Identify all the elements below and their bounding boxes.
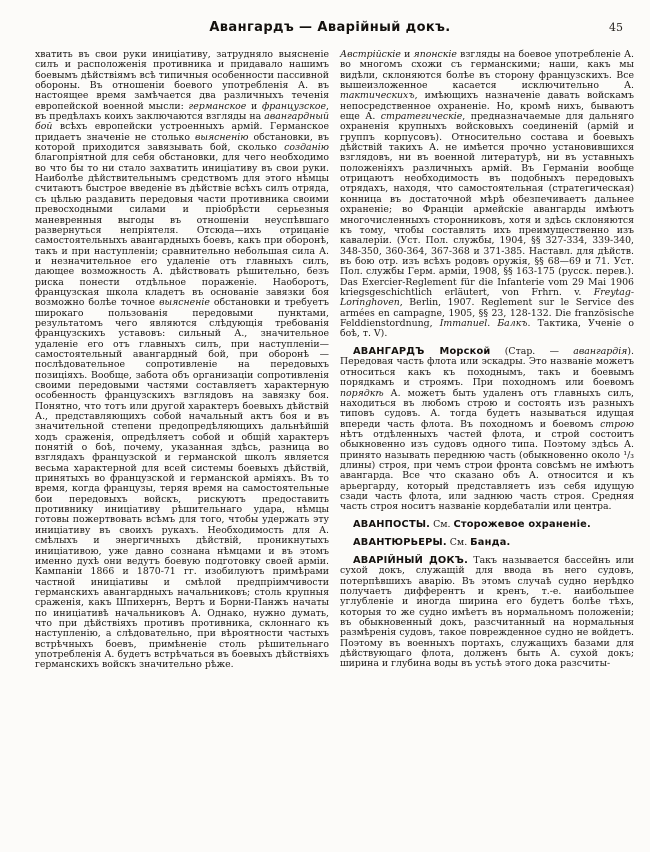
- left-column: [35, 50, 329, 671]
- entry-avanposty: АВАНПОСТЫ. См. Сторожевое охраненіе.: [353, 519, 591, 531]
- running-head-title: Авангардъ — Аварійный докъ.: [209, 20, 451, 35]
- right-column: [340, 50, 634, 671]
- article-avangard-continued: Австрійскіе и японскіе взгляды на боевое употребленіе А. во многомъ схожи съ германскими; наши, какъ мы видѣли, склоняются болѣе въ сторону французскихъ. Все вышеизложенное касается исключительно А. тактическихъ, имѣющихъ назначеніе давать войскамъ непосредственное охраненіе. Но, кромѣ нихъ, бываютъ еще А. стратегическіе, предназначаемые для дальняго охраненія крупныхъ войсковыхъ соединеній (армій и группъ корпусовъ). Относительно состава и боевыхъ дѣйствій такихъ А. не имѣется прочно установившихся взглядовъ, ни въ военной литературѣ, ни въ уставныхъ положеніяхъ различныхъ армій. Въ Германіи вообще отрицаютъ необходимость въ подобныхъ передовыхъ отрядахъ, находя, что самостоятельная (стратегическая) конница въ достаточной мѣрѣ обезпечиваетъ дальнее охраненіе; во Франціи армейскіе авангарды имѣютъ многочисленныхъ сторонниковъ, хотя и здѣсь склоняются къ тому, чтобы составлять ихъ преимущественно изъ кавалеріи. (Уст. Пол. службы, 1904, §§ 327-334, 339-340, 348-350, 360-364, 367-368 и 371-385. Наставл. для дѣйств. въ бою отр. изъ всѣхъ родовъ оружія, §§ 68—69 и 71. Уст. Пол. службы Герм. арміи, 1908, §§ 163-175 (русск. перев.). Das Exercier-Reglement für die Infanterie vom 29 Mai 1906 kriegsgeschichtlich erläutert, von Frhrn. v. Freytag-Loringhoven, Berlin, 1907. Reglement sur le Service des armées en campagne, 1905, §§ 23, 128-132. Die französische Felddienstordnung, Immanuel. Балкъ. Тактика, Ученіе о боѣ, т. V).: [340, 49, 634, 340]
- page-number: 45: [609, 21, 623, 34]
- article-continuation-avangard: хватить въ свои руки иниціативу, затрудняло выясненіе силъ и расположенія противника и придавало нашимъ боевымъ дѣйствіямъ всѣ типичныя особенности пассивной обороны. Въ отношеніи боевого употребленія А. въ настоящее время замѣчается два различныхъ теченія европейской военной мысли: германское и французское, въ предѣлахъ коихъ заключаются взгляды на авангардный бой всѣхъ европейски устроенныхъ армій. Германское придаетъ значеніе не столько выясненію обстановки, въ которой приходится завязывать бой, сколько созданію благопріятной для себя обстановки, для чего необходимо во что бы то ни стало захватить иниціативу въ свои руки. Наиболѣе дѣйствительнымъ средствомъ для этого нѣмцы считаютъ быстрое введеніе въ дѣйствіе всѣхъ силъ отряда, съ цѣлью раздавить передовыя части противника своими превосходными силами и пріобрѣсти серьезныя маневренныя выгоды въ отношеніи неуспѣвшаго развернуться непріятеля. Отсюда—ихъ отрицаніе самостоятельныхъ авангардныхъ боевъ, какъ при оборонѣ, такъ и при наступленіи; сравнительно небольшая сила А. и незначительное его удаленіе отъ главныхъ силъ, дающее возможность А. дѣйствовать рѣшительно, безъ риска понести отдѣльное пораженіе. Наоборотъ, французская школа кладетъ въ основаніе завязки боя возможно болѣе точное выясненіе обстановки и требуетъ широкаго пользованія передовыми пунктами, результатомъ чего являются слѣдующія требованія французскихъ уставовъ: сильный А., значительное удаленіе его отъ главныхъ силъ, при наступленіи—самостоятельный авангардный бой, при оборонѣ — послѣдовательное сопротивленіе на передовыхъ позиціяхъ. Вообще, забота объ организаціи сопротивленія своими передовыми частями составляетъ характерную особенность французскихъ взглядовъ на завязку боя. Понятно, что тотъ или другой характеръ боевыхъ дѣйствій А., представляющихъ собой начальный актъ боя и въ значительной степени предопредѣляющихъ дальнѣйшій ходъ сраженія, опредѣляетъ собой и общій характеръ понятій о боѣ, почему, указанная здѣсь, разница во взглядахъ французской и германской школъ является весьма характерной для всей системы боевыхъ дѣйствій, принятыхъ во французской и германской арміяхъ. Въ то время, когда французы, теряя время на самостоятельные бои передовыхъ войскъ, рискуютъ предоставить противнику иниціативу рѣшительнаго удара, нѣмцы готовы пожертвовать всѣмъ для того, чтобы удержать эту иниціативу въ своихъ рукахъ. Необходимость для А. смѣлыхъ и энергичныхъ дѣйствій, проникнутыхъ иниціативою, уже давно сознана нѣмцами и въ этомъ именно духѣ они ведутъ боевую подготовку своей арміи. Кампаніи 1866 и 1870-71 гг. изобилуютъ примѣрами частной иниціативы и смѣлой предпріимчивости германскихъ авангардныхъ начальниковъ; столь крупныя сраженія, какъ Шпихернъ, Вертъ и Борни-Панжъ начаты по иниціативѣ начальниковъ А. Однако, нужно думать, что при дѣйствіяхъ противъ противника, склоннаго къ наступленію, а слѣдовательно, при вѣроятности частыхъ встрѣчныхъ боевъ, примѣненіе столь рѣшительнаго употребленія А. будетъ встрѣчаться въ боевыхъ дѣйствіяхъ германскихъ войскъ значительно рѣже.: [35, 49, 329, 671]
- entry-avariyny-dok: АВАРІЙНЫЙ ДОКЪ. Такъ называется бассейнъ или сухой докъ, служащій для ввода въ него судовъ, потерпѣвшихъ аварію. Въ этомъ случаѣ судно нерѣдко получаетъ дифферентъ и кренъ, т.-е. наибольшее углубленіе и иногда ширина его будетъ болѣе тѣхъ, которыя то же судно имѣетъ въ нормальномъ положеніи; въ обыкновенный докъ, разсчитанный на нормальныя размѣренія судовъ, такое поврежденное судно не войдетъ. Поэтому въ военныхъ портахъ, служащихъ базами для дѣйствующаго флота, долженъ быть А. сухой докъ; ширина и глубина воды въ устьѣ этого дока разсчиты-: [340, 554, 634, 670]
- page-header: [35, 20, 625, 42]
- entry-avantyurery: АВАНТЮРЬЕРЫ. См. Банда.: [353, 536, 511, 548]
- entry-avangard-morskoy: АВАНГАРДЪ Морской (Стар. — авангардія). Передовая часть флота или эскадры. Это названіе можетъ относиться какъ къ походнымъ, такъ и боевымъ порядкамъ и строямъ. При походномъ или боевомъ порядкѣ А. можетъ быть удаленъ отъ главныхъ силъ, находиться въ любомъ строю и состоять изъ разныхъ типовъ судовъ. А. тогда будетъ называться идущая впереди часть флота. Въ походномъ и боевомъ строю нѣтъ отдѣленныхъ частей флота, и строй состоитъ обыкновенно изъ судовъ одного типа. Поэтому здѣсь А. принято называть переднюю часть (обыкновенно около ¹/₃ длины) строя, при чемъ строи фронта совсѣмъ не имѣютъ авангарда. Все что сказано объ А. относится и къ арьергарду, который представляетъ изъ себя идущую сзади часть флота, или заднюю часть строя. Средняя часть строя носитъ названіе кордебаталіи или центра.: [340, 346, 634, 513]
- text-columns: [35, 49, 634, 671]
